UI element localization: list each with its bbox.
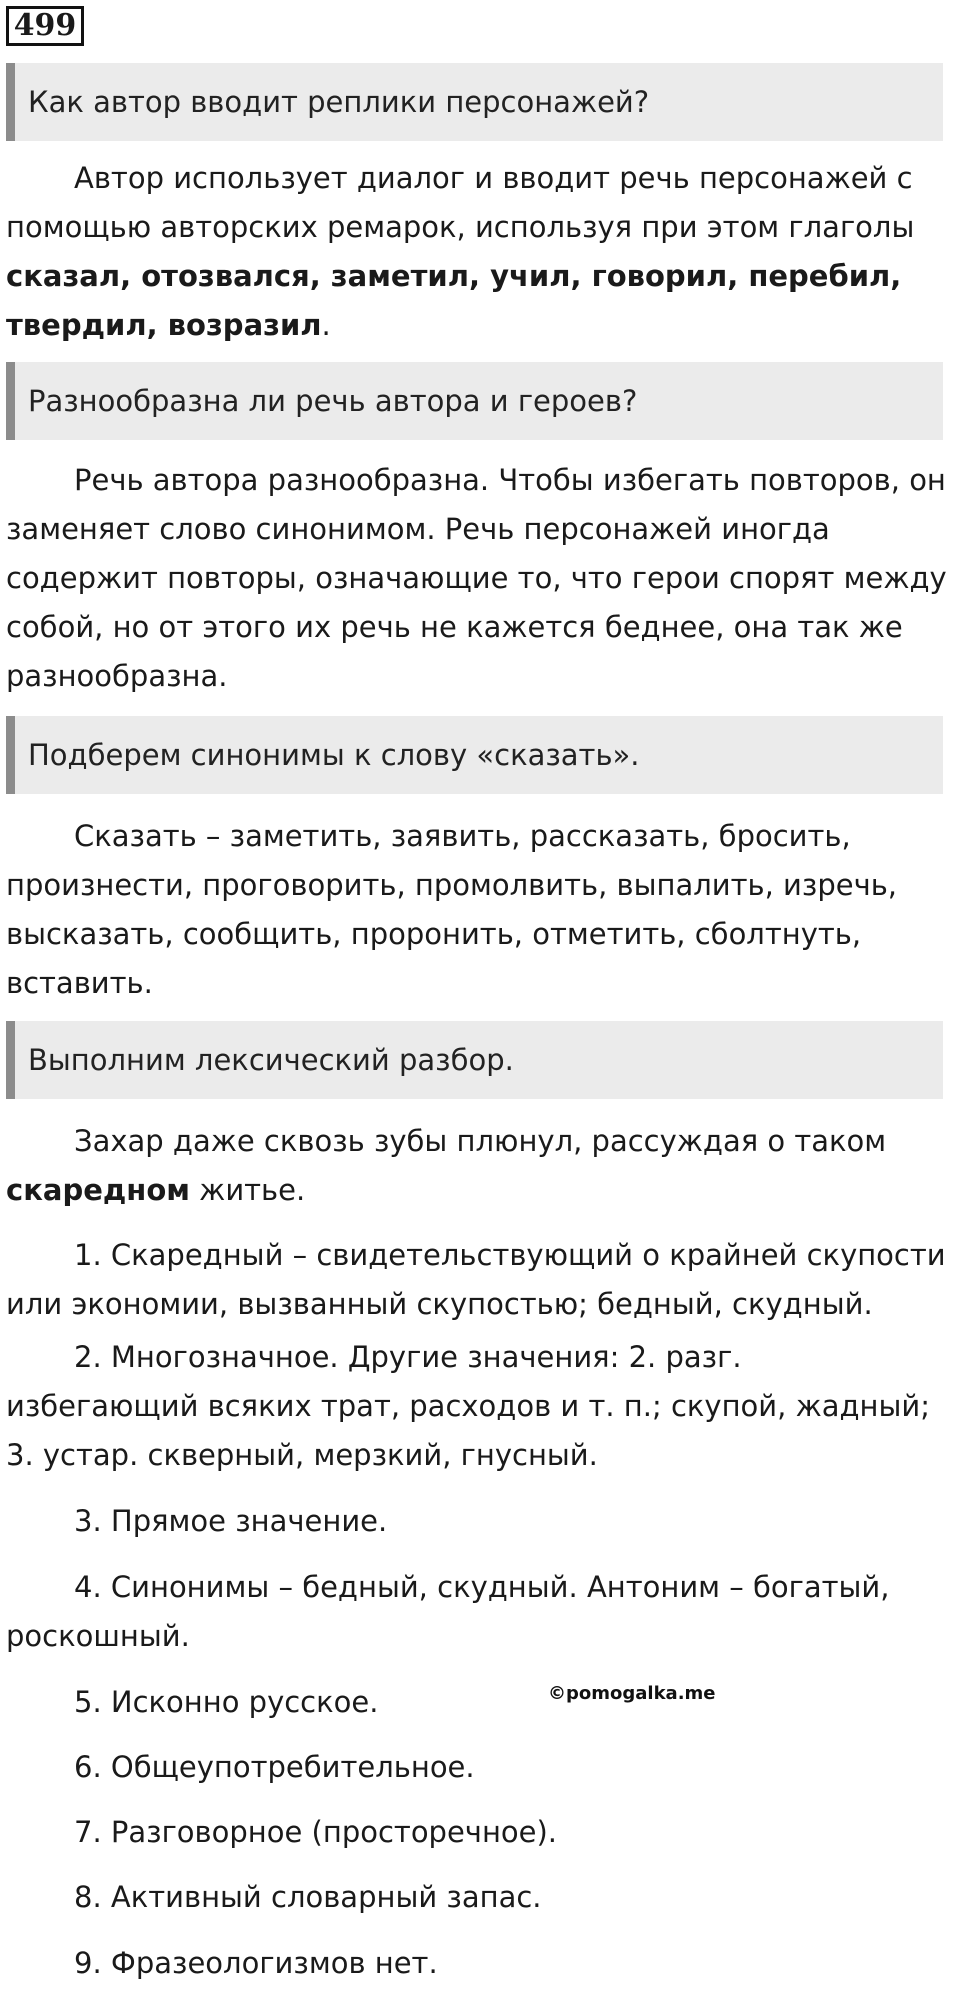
analysis-item-9 [6, 1939, 950, 1988]
text-line [6, 301, 950, 350]
text-line: 3. устар. скверный, мерзкий, гнусный. [6, 1438, 598, 1472]
text-line: 8. Активный словарный запас. [74, 1880, 542, 1914]
task-number-box: 499 [6, 6, 84, 46]
text-line: 4. Синонимы – бедный, скудный. Антоним – богатый, [74, 1570, 890, 1604]
question-text: Подберем синонимы к слову «сказать». [28, 738, 640, 772]
text-line: собой, но от этого их речь не кажется беднее, она так же [6, 610, 903, 644]
question-text: Выполним лексический разбор. [28, 1043, 514, 1077]
text-end: житье. [189, 1173, 306, 1207]
answer-paragraph-2 [6, 456, 950, 701]
text-line: или экономии, вызванный скупостью; бедный, скудный. [6, 1287, 873, 1321]
question-bar-3 [6, 716, 943, 794]
analysis-item-6 [6, 1743, 950, 1792]
text-line: разнообразна. [6, 659, 228, 693]
analyzed-word: скаредном [6, 1173, 190, 1207]
analysis-item-7 [6, 1808, 950, 1857]
question-bar-1 [6, 63, 943, 141]
text-line: Сказать – заметить, заявить, рассказать, бросить, [74, 819, 851, 853]
site-watermark: ©pomogalka.me [548, 1683, 716, 1704]
question-text: Как автор вводит реплики персонажей? [28, 85, 650, 119]
text-line [6, 1166, 950, 1215]
text-line: 6. Общеупотребительное. [74, 1750, 475, 1784]
example-sentence [6, 1117, 950, 1215]
analysis-item-3 [6, 1497, 950, 1546]
text-line: Речь автора разнообразна. Чтобы избегать повторов, он [74, 463, 946, 497]
text-line: 9. Фразеологизмов нет. [74, 1946, 438, 1980]
analysis-item-5 [6, 1678, 950, 1727]
question-bar-4 [6, 1021, 943, 1099]
text-line-bold: сказал, отозвался, заметил, учил, говорил, перебил, [6, 259, 902, 293]
text-line: 1. Скаредный – свидетельствующий о крайней скупости [74, 1238, 946, 1272]
text-line: высказать, сообщить, проронить, отметить, сболтнуть, [6, 917, 862, 951]
answer-paragraph-1 [6, 154, 950, 350]
answer-paragraph-3 [6, 812, 950, 1008]
text-line: 5. Исконно русское. [74, 1685, 379, 1719]
text-line: 7. Разговорное (просторечное). [74, 1815, 558, 1849]
question-bar-2 [6, 362, 943, 440]
question-text: Разнообразна ли речь автора и героев? [28, 384, 638, 418]
text-line: 2. Многозначное. Другие значения: 2. разг. [74, 1340, 742, 1374]
analysis-item-8 [6, 1873, 950, 1922]
text-line: заменяет слово синонимом. Речь персонажей иногда [6, 512, 830, 546]
text-line: помощью авторских ремарок, используя при этом глаголы [6, 210, 915, 244]
text-line: избегающий всяких трат, расходов и т. п.; скупой, жадный; [6, 1389, 930, 1423]
text-line: Захар даже сквозь зубы плюнул, рассуждая о таком [74, 1124, 887, 1158]
text-line: произнести, проговорить, промолвить, выпалить, изречь, [6, 868, 898, 902]
analysis-item-2 [6, 1333, 950, 1480]
text-line: роскошный. [6, 1619, 190, 1653]
analysis-item-4 [6, 1563, 950, 1661]
text-end: . [321, 308, 331, 342]
text-line: 3. Прямое значение. [74, 1504, 388, 1538]
analysis-item-1 [6, 1231, 950, 1329]
text-line: Автор использует диалог и вводит речь персонажей с [74, 161, 913, 195]
bold-verbs: твердил, возразил [6, 308, 322, 342]
text-line: содержит повторы, означающие то, что герои спорят между [6, 561, 947, 595]
text-line: вставить. [6, 966, 153, 1000]
